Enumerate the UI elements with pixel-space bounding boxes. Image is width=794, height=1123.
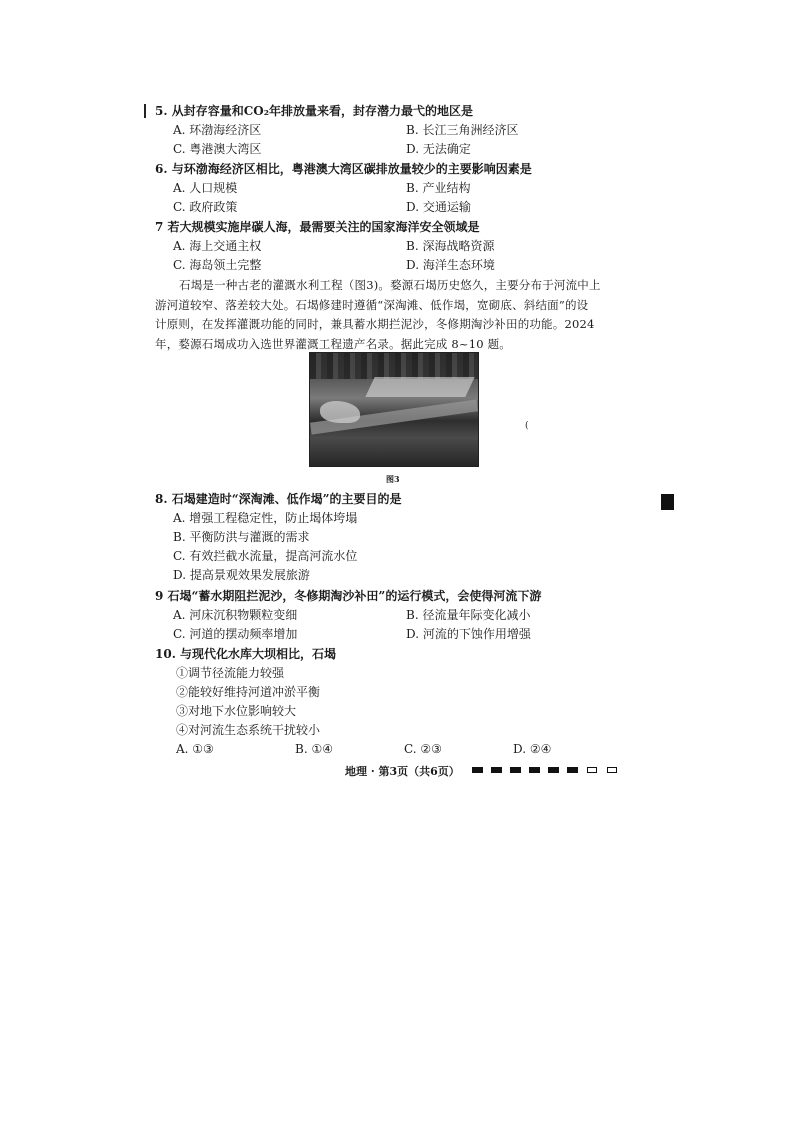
stray-mark: (: [525, 421, 529, 431]
footer-mark-filled: [548, 767, 559, 773]
q10-statement-2: ②能较好维持河道冲淤平衡: [176, 685, 321, 699]
side-marker-block: [661, 494, 674, 510]
q6-option-b[interactable]: B. 产业结构: [406, 181, 471, 195]
q6-option-d[interactable]: D. 交通运输: [406, 200, 471, 214]
photo-riverbank: [310, 353, 478, 379]
q10-statement-1: ①调节径流能力较强: [176, 666, 285, 680]
footer-mark-hollow: [607, 767, 617, 773]
q7-option-b[interactable]: B. 深海战略资源: [406, 239, 495, 253]
page-footer: 地理 · 第3页（共6页）: [345, 765, 460, 778]
photo-rock: [320, 401, 360, 423]
q8-option-d[interactable]: D. 提高景观效果发展旅游: [173, 568, 310, 582]
passage-line-3: 计原则，在发挥灌溉功能的同时，兼具蓄水期拦泥沙，冬修期淘沙补田的功能。2024: [155, 317, 595, 331]
q10-stem: 10. 与现代化水库大坝相比，石堨: [155, 647, 337, 661]
q10-statement-4: ④对河流生态系统干扰较小: [176, 723, 321, 737]
q7-option-a[interactable]: A. 海上交通主权: [173, 239, 262, 253]
q10-option-b[interactable]: B. ①④: [295, 742, 333, 756]
q10-option-c[interactable]: C. ②③: [404, 742, 442, 756]
q10-option-d[interactable]: D. ②④: [513, 742, 552, 756]
stone-weir-photo: [309, 352, 479, 467]
footer-mark-filled: [529, 767, 540, 773]
reading-passage: [155, 276, 635, 354]
footer-mark-hollow: [587, 767, 597, 773]
q9-option-b[interactable]: B. 径流量年际变化减小: [406, 608, 531, 622]
margin-mark: [144, 104, 146, 118]
q6-option-a[interactable]: A. 人口规模: [173, 181, 238, 195]
q8-option-c[interactable]: C. 有效拦截水流量，提高河流水位: [173, 549, 358, 563]
q5-option-c[interactable]: C. 粤港澳大湾区: [173, 142, 262, 156]
footer-mark-filled: [510, 767, 521, 773]
passage-line-4: 年，婺源石堨成功入选世界灌溉工程遗产名录。据此完成 8~10 题。: [155, 336, 511, 351]
q7-option-c[interactable]: C. 海岛领土完整: [173, 258, 262, 272]
q10-statement-3: ③对地下水位影响较大: [176, 704, 297, 718]
q9-stem: 9 石堨“蓄水期阻拦泥沙，冬修期淘沙补田”的运行模式，会使得河流下游: [155, 589, 542, 603]
photo-water-highlight: [365, 377, 474, 397]
q6-option-c[interactable]: C. 政府政策: [173, 200, 238, 214]
passage-line-2: 游河道较窄、落差较大处。石堨修建时遵循“深淘滩、低作堨，宽砌底、斜结面”的设: [155, 297, 589, 312]
q7-stem: 7 若大规模实施岸碳人海，最需要关注的国家海洋安全领域是: [155, 220, 480, 234]
q9-option-d[interactable]: D. 河流的下蚀作用增强: [406, 627, 531, 641]
q5-option-b[interactable]: B. 长江三角洲经济区: [406, 123, 519, 137]
q7-option-d[interactable]: D. 海洋生态环境: [406, 258, 495, 272]
q8-option-a[interactable]: A. 增强工程稳定性，防止堨体垮塌: [173, 511, 358, 525]
q10-option-a[interactable]: A. ①③: [176, 742, 214, 756]
footer-mark-filled: [472, 767, 483, 773]
q5-option-d[interactable]: D. 无法确定: [406, 142, 471, 156]
q8-stem: 8. 石堨建造时“深淘滩、低作堨”的主要目的是: [155, 492, 402, 506]
q5-stem: 5. 从封存容量和CO₂年排放量来看，封存潜力最弋的地区是: [155, 104, 473, 118]
q6-stem: 6. 与环渤海经济区相比，粤港澳大湾区碳排放量较少的主要影响因素是: [155, 162, 532, 176]
passage-line-1: 石堨是一种古老的灌溉水利工程（图3)。婺源石堨历史悠久，主要分布于河流中上: [179, 278, 601, 292]
figure-caption: 图3: [386, 474, 400, 484]
footer-mark-filled: [567, 767, 578, 773]
q9-option-c[interactable]: C. 河道的摆动频率增加: [173, 627, 298, 641]
q8-option-b[interactable]: B. 平衡防洪与灌溉的需求: [173, 530, 310, 544]
q5-option-a[interactable]: A. 环渤海经济区: [173, 123, 262, 137]
q9-option-a[interactable]: A. 河床沉积物颗粒变细: [173, 608, 298, 622]
footer-mark-filled: [491, 767, 502, 773]
